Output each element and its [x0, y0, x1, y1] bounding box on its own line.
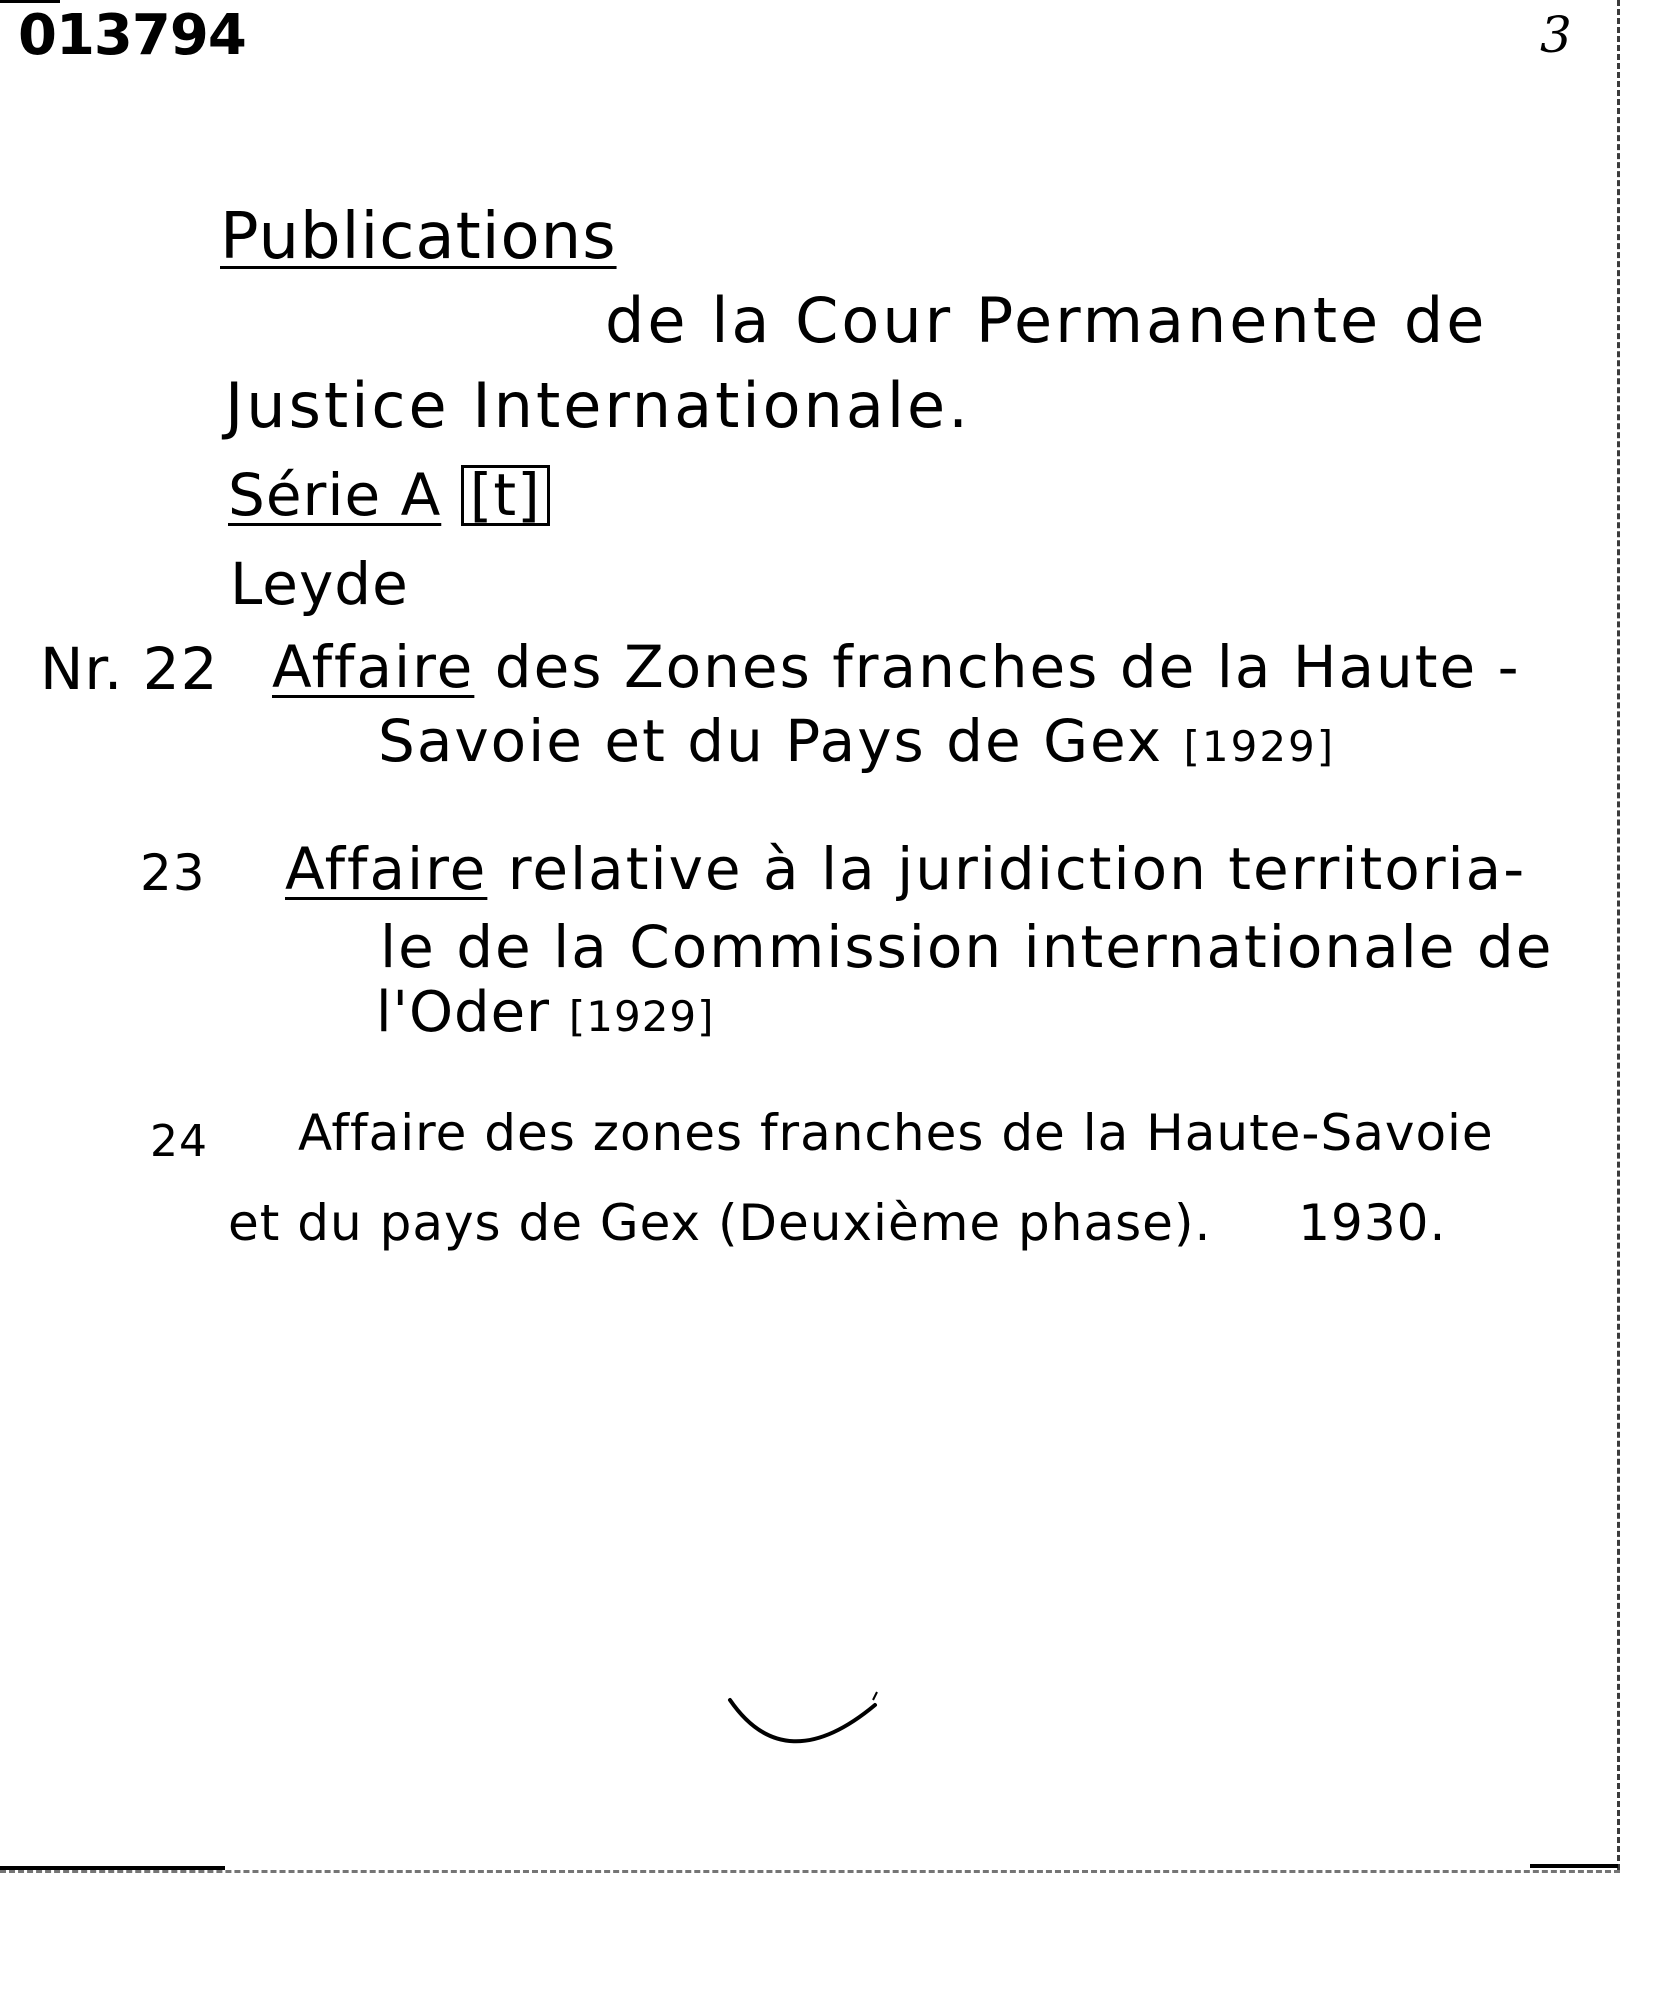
entry-22-text2: Savoie et du Pays de Gex: [378, 707, 1164, 775]
heading-line2: Justice Internationale.: [225, 369, 971, 442]
entry-22-line1: [272, 633, 1521, 701]
entry-23-line1: [285, 835, 1527, 903]
entry-24-year: 1930.: [1298, 1194, 1447, 1252]
series-box: [t]: [461, 465, 550, 526]
series-line: [228, 461, 550, 529]
card-edge-bottom: [0, 1870, 1620, 1873]
card-edge-right: [1617, 0, 1620, 1870]
card-stamp-number: 013794: [18, 3, 246, 68]
entry-23-number: 23: [140, 844, 206, 902]
series-label: Série A: [228, 461, 442, 529]
entry-22-line2: [378, 707, 1336, 775]
entry-23-keyword: Affaire: [285, 835, 488, 903]
entry-24-text2: et du pays de Gex (Deuxième phase).: [228, 1194, 1212, 1252]
entry-23-line3: [376, 980, 715, 1045]
entry-24-line1: Affaire des zones franches de la Haute-Savoie: [298, 1104, 1494, 1162]
entry-23-text1: relative à la juridiction territoria-: [507, 835, 1527, 903]
page-number: 3: [1540, 6, 1572, 64]
card-edge-bottom-right: [1530, 1864, 1618, 1868]
entry-23-text3: l'Oder: [376, 980, 551, 1045]
entry-22-text1: des Zones franches de la Haute -: [494, 633, 1521, 701]
entry-23-line2: le de la Commission internationale de: [380, 913, 1554, 981]
heading-line1: de la Cour Permanente de: [605, 284, 1488, 357]
entry-23-year: [1929]: [568, 992, 715, 1041]
entry-22-year: [1929]: [1183, 722, 1336, 771]
heading-publications: Publications: [220, 200, 617, 274]
place-name: Leyde: [230, 550, 409, 618]
curved-pen-mark: [725, 1690, 885, 1780]
entry-22-number: Nr. 22: [40, 635, 219, 703]
card-edge-bottom-left: [0, 1866, 225, 1870]
entry-24-line2: [228, 1194, 1447, 1252]
entry-22-keyword: Affaire: [272, 633, 475, 701]
entry-24-number: 24: [150, 1116, 208, 1167]
